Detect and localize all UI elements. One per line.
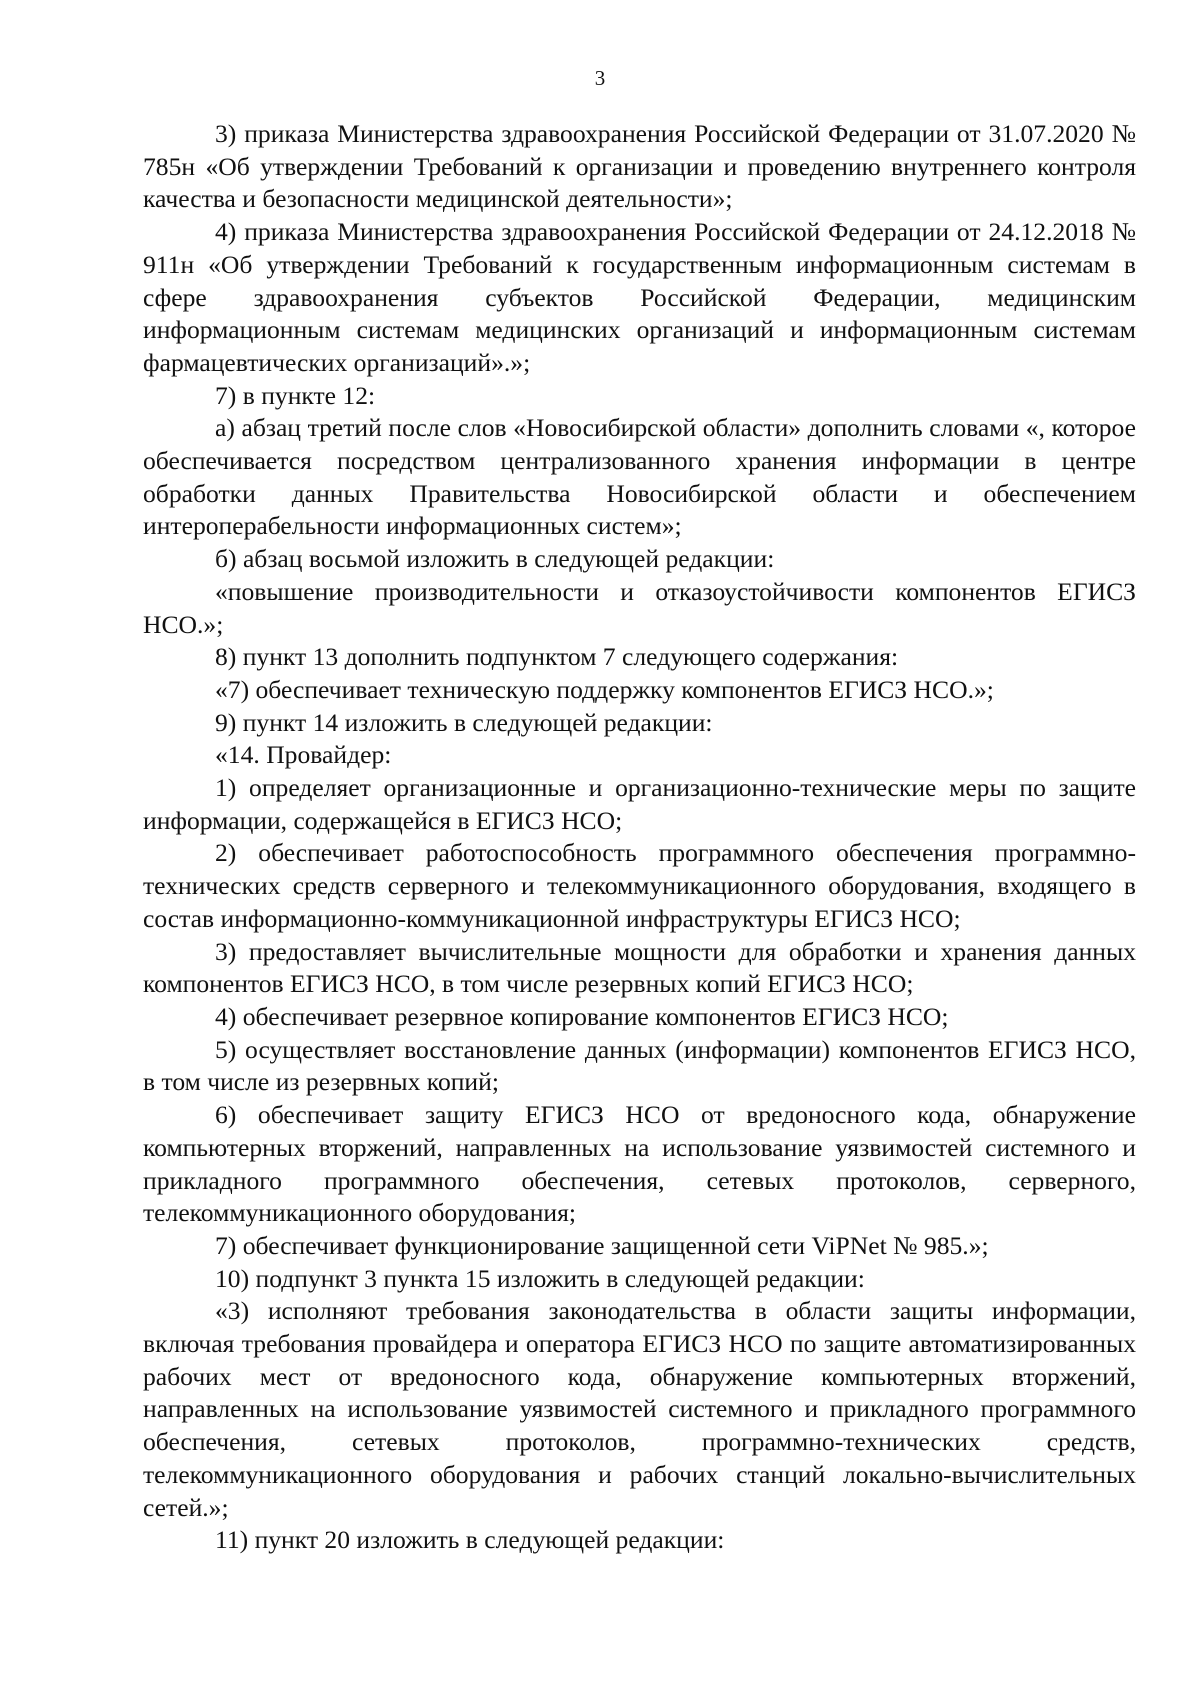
paragraph-provider-6: 6) обеспечивает защиту ЕГИСЗ НСО от вредоносного кода, обнаружение компьютерных вторжений, направленных на использование уязвимостей системного и прикладного программного обеспечения, сетевых протоколов, серверного, телекоммуникационного оборудования;	[143, 1100, 1136, 1228]
paragraph-item-9-point-14: 9) пункт 14 изложить в следующей редакции:	[215, 707, 713, 737]
paragraph-quote-support: «7) обеспечивает техническую поддержку компонентов ЕГИСЗ НСО.»;	[215, 674, 994, 704]
paragraph-item-11-point-20: 11) пункт 20 изложить в следующей редакции:	[215, 1525, 725, 1555]
paragraph-provider-7: 7) обеспечивает функционирование защищенной сети ViPNet № 985.»;	[215, 1230, 989, 1260]
paragraph-item-10-point-15: 10) подпункт 3 пункта 15 изложить в следующей редакции:	[215, 1263, 865, 1293]
paragraph-provider-2: 2) обеспечивает работоспособность программного обеспечения программно-технических средств серверного и телекоммуникационного оборудования, входящего в состав информационно-коммуникационной инфраструктуры ЕГИСЗ НСО;	[143, 838, 1136, 933]
paragraph-provider-1: 1) определяет организационные и организационно-технические меры по защите информации, содержащейся в ЕГИСЗ НСО;	[143, 773, 1136, 835]
paragraph-provider-heading: «14. Провайдер:	[215, 740, 392, 770]
paragraph-item-8-point-13: 8) пункт 13 дополнить подпунктом 7 следующего содержания:	[215, 642, 899, 672]
paragraph-quote-requirements: «3) исполняют требования законодательства в области защиты информации, включая требования провайдера и оператора ЕГИСЗ НСО по защите автоматизированных рабочих мест от вредоносного кода, обнаружение компьютерных вторжений, направленных на использование уязвимостей системного и прикладного программного обеспечения, сетевых протоколов, программно-технических средств, телекоммуникационного оборудования и рабочих станций локально-вычислительных сетей.»;	[143, 1296, 1136, 1522]
paragraph-item-3-order-785n: 3) приказа Министерства здравоохранения Российской Федерации от 31.07.2020 № 785н «Об утверждении Требований к организации и проведению внутреннего контроля качества и безопасности медицинской деятельности»;	[143, 119, 1136, 214]
paragraph-item-4-order-911n: 4) приказа Министерства здравоохранения Российской Федерации от 24.12.2018 № 911н «Об утверждении Требований к государственным информационным системам в сфере здравоохранения субъектов Российской Федерации, медицинским информационным системам медицинских организаций и информационным системам фармацевтических организаций».»;	[143, 217, 1136, 377]
document-body	[143, 118, 1136, 1557]
paragraph-item-7-point-12: 7) в пункте 12:	[215, 380, 376, 410]
paragraph-subitem-a: а) абзац третий после слов «Новосибирской области» дополнить словами «, которое обеспечивается посредством централизованного хранения информации в центре обработки данных Правительства Новосибирской области и обеспечением интероперабельности информационных систем»;	[143, 413, 1136, 541]
paragraph-provider-5: 5) осуществляет восстановление данных (информации) компонентов ЕГИСЗ НСО, в том числе из резервных копий;	[143, 1034, 1136, 1097]
page-number: 3	[594, 66, 606, 90]
paragraph-quote-performance: «повышение производительности и отказоустойчивости компонентов ЕГИСЗ НСО.»;	[143, 576, 1136, 639]
paragraph-provider-3: 3) предоставляет вычислительные мощности для обработки и хранения данных компонентов ЕГИСЗ НСО, в том числе резервных копий ЕГИСЗ НСО;	[143, 936, 1136, 999]
paragraph-provider-4: 4) обеспечивает резервное копирование компонентов ЕГИСЗ НСО;	[215, 1001, 949, 1031]
paragraph-subitem-b: б) абзац восьмой изложить в следующей редакции:	[215, 544, 775, 574]
